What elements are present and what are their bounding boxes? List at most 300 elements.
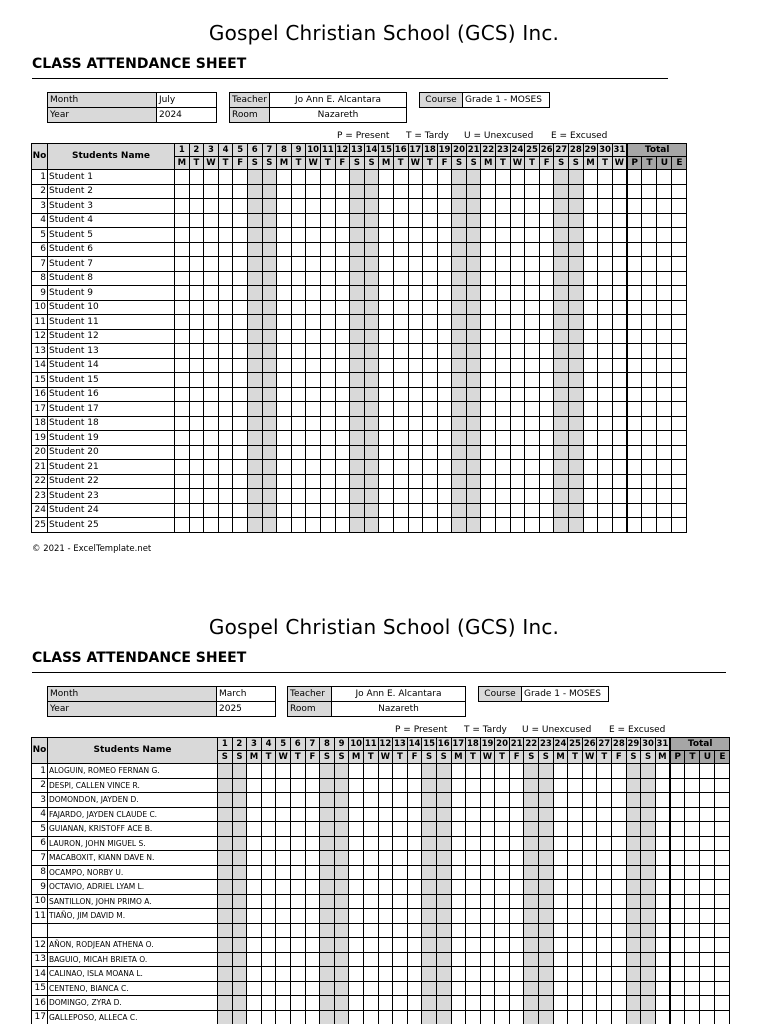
attendance-cell[interactable] <box>597 880 612 895</box>
attendance-cell[interactable] <box>378 807 393 822</box>
attendance-cell[interactable] <box>597 1010 612 1024</box>
attendance-cell[interactable] <box>553 967 568 982</box>
attendance-cell[interactable] <box>655 822 670 837</box>
attendance-cell[interactable] <box>568 952 583 967</box>
attendance-cell[interactable] <box>495 952 510 967</box>
attendance-cell[interactable] <box>509 793 524 808</box>
attendance-cell[interactable] <box>320 807 335 822</box>
attendance-cell[interactable] <box>466 822 481 837</box>
attendance-cell[interactable] <box>334 909 349 924</box>
attendance-cell[interactable] <box>320 865 335 880</box>
attendance-cell[interactable] <box>466 894 481 909</box>
attendance-cell[interactable] <box>407 981 422 996</box>
attendance-cell[interactable] <box>276 865 291 880</box>
attendance-cell[interactable] <box>393 851 408 866</box>
attendance-cell[interactable] <box>451 938 466 953</box>
attendance-cell[interactable] <box>466 938 481 953</box>
attendance-cell[interactable] <box>320 981 335 996</box>
attendance-cell[interactable] <box>612 778 627 793</box>
attendance-cell[interactable] <box>320 822 335 837</box>
attendance-cell[interactable] <box>305 894 320 909</box>
attendance-cell[interactable] <box>247 909 262 924</box>
attendance-cell[interactable] <box>597 851 612 866</box>
attendance-cell[interactable] <box>407 865 422 880</box>
attendance-cell[interactable] <box>363 822 378 837</box>
attendance-cell[interactable] <box>597 952 612 967</box>
attendance-cell[interactable] <box>626 807 641 822</box>
attendance-cell[interactable] <box>422 880 437 895</box>
attendance-cell[interactable] <box>495 981 510 996</box>
attendance-cell[interactable] <box>509 764 524 779</box>
attendance-cell[interactable] <box>422 778 437 793</box>
student-name[interactable]: AÑON, RODJEAN ATHENA O. <box>48 938 218 953</box>
attendance-cell[interactable] <box>363 778 378 793</box>
attendance-cell[interactable] <box>393 778 408 793</box>
attendance-cell[interactable] <box>363 938 378 953</box>
attendance-cell[interactable] <box>320 793 335 808</box>
attendance-cell[interactable] <box>451 909 466 924</box>
attendance-cell[interactable] <box>276 923 291 938</box>
attendance-cell[interactable] <box>524 836 539 851</box>
attendance-cell[interactable] <box>349 793 364 808</box>
attendance-cell[interactable] <box>349 822 364 837</box>
attendance-cell[interactable] <box>218 836 233 851</box>
attendance-cell[interactable] <box>363 880 378 895</box>
attendance-cell[interactable] <box>276 836 291 851</box>
attendance-cell[interactable] <box>626 967 641 982</box>
attendance-cell[interactable] <box>480 764 495 779</box>
attendance-cell[interactable] <box>218 880 233 895</box>
attendance-cell[interactable] <box>261 909 276 924</box>
attendance-cell[interactable] <box>568 836 583 851</box>
attendance-cell[interactable] <box>509 952 524 967</box>
attendance-cell[interactable] <box>378 822 393 837</box>
attendance-cell[interactable] <box>451 778 466 793</box>
attendance-cell[interactable] <box>495 967 510 982</box>
attendance-cell[interactable] <box>349 851 364 866</box>
attendance-cell[interactable] <box>247 851 262 866</box>
attendance-cell[interactable] <box>334 865 349 880</box>
attendance-cell[interactable] <box>334 923 349 938</box>
attendance-cell[interactable] <box>305 967 320 982</box>
attendance-cell[interactable] <box>218 851 233 866</box>
attendance-cell[interactable] <box>247 865 262 880</box>
attendance-cell[interactable] <box>539 807 554 822</box>
attendance-cell[interactable] <box>655 1010 670 1024</box>
attendance-cell[interactable] <box>436 909 451 924</box>
attendance-cell[interactable] <box>320 880 335 895</box>
attendance-cell[interactable] <box>305 851 320 866</box>
attendance-cell[interactable] <box>407 938 422 953</box>
attendance-cell[interactable] <box>422 1010 437 1024</box>
attendance-cell[interactable] <box>597 836 612 851</box>
attendance-cell[interactable] <box>466 1010 481 1024</box>
attendance-cell[interactable] <box>626 894 641 909</box>
attendance-cell[interactable] <box>232 851 247 866</box>
attendance-cell[interactable] <box>655 909 670 924</box>
attendance-cell[interactable] <box>480 938 495 953</box>
attendance-cell[interactable] <box>261 1010 276 1024</box>
attendance-cell[interactable] <box>451 1010 466 1024</box>
attendance-cell[interactable] <box>305 822 320 837</box>
attendance-cell[interactable] <box>655 923 670 938</box>
attendance-cell[interactable] <box>407 1010 422 1024</box>
attendance-cell[interactable] <box>247 1010 262 1024</box>
attendance-cell[interactable] <box>480 793 495 808</box>
attendance-cell[interactable] <box>466 996 481 1011</box>
attendance-cell[interactable] <box>407 967 422 982</box>
attendance-cell[interactable] <box>436 996 451 1011</box>
attendance-cell[interactable] <box>393 981 408 996</box>
attendance-cell[interactable] <box>553 807 568 822</box>
student-name[interactable]: Student 2 <box>48 184 175 199</box>
attendance-cell[interactable] <box>480 1010 495 1024</box>
attendance-cell[interactable] <box>582 967 597 982</box>
attendance-cell[interactable] <box>626 836 641 851</box>
attendance-cell[interactable] <box>495 764 510 779</box>
attendance-cell[interactable] <box>582 909 597 924</box>
attendance-cell[interactable] <box>232 778 247 793</box>
attendance-cell[interactable] <box>495 836 510 851</box>
attendance-cell[interactable] <box>539 778 554 793</box>
attendance-cell[interactable] <box>261 807 276 822</box>
attendance-cell[interactable] <box>378 909 393 924</box>
attendance-cell[interactable] <box>597 822 612 837</box>
attendance-cell[interactable] <box>451 952 466 967</box>
student-name[interactable]: GUIANAN, KRISTOFF ACE B. <box>48 822 218 837</box>
attendance-cell[interactable] <box>509 836 524 851</box>
student-name[interactable]: Student 19 <box>48 431 175 446</box>
attendance-cell[interactable] <box>495 807 510 822</box>
attendance-cell[interactable] <box>393 822 408 837</box>
attendance-cell[interactable] <box>305 1010 320 1024</box>
attendance-cell[interactable] <box>524 938 539 953</box>
attendance-cell[interactable] <box>422 764 437 779</box>
attendance-cell[interactable] <box>305 923 320 938</box>
attendance-cell[interactable] <box>247 967 262 982</box>
attendance-cell[interactable] <box>276 822 291 837</box>
student-name[interactable]: Student 1 <box>48 170 175 185</box>
attendance-cell[interactable] <box>276 996 291 1011</box>
attendance-cell[interactable] <box>349 967 364 982</box>
attendance-cell[interactable] <box>290 967 305 982</box>
student-name[interactable]: Student 8 <box>48 271 175 286</box>
attendance-cell[interactable] <box>539 836 554 851</box>
student-name[interactable]: Student 22 <box>48 474 175 489</box>
attendance-cell[interactable] <box>568 996 583 1011</box>
attendance-cell[interactable] <box>539 981 554 996</box>
attendance-cell[interactable] <box>451 894 466 909</box>
attendance-cell[interactable] <box>232 764 247 779</box>
attendance-cell[interactable] <box>495 1010 510 1024</box>
attendance-cell[interactable] <box>436 851 451 866</box>
attendance-cell[interactable] <box>232 894 247 909</box>
attendance-cell[interactable] <box>641 967 656 982</box>
attendance-cell[interactable] <box>641 880 656 895</box>
attendance-cell[interactable] <box>378 1010 393 1024</box>
attendance-cell[interactable] <box>407 923 422 938</box>
attendance-cell[interactable] <box>407 996 422 1011</box>
attendance-cell[interactable] <box>436 865 451 880</box>
attendance-cell[interactable] <box>247 938 262 953</box>
attendance-cell[interactable] <box>597 967 612 982</box>
attendance-cell[interactable] <box>626 778 641 793</box>
attendance-cell[interactable] <box>378 836 393 851</box>
attendance-cell[interactable] <box>422 865 437 880</box>
attendance-cell[interactable] <box>218 778 233 793</box>
attendance-cell[interactable] <box>261 981 276 996</box>
attendance-cell[interactable] <box>232 967 247 982</box>
attendance-cell[interactable] <box>582 764 597 779</box>
attendance-cell[interactable] <box>218 952 233 967</box>
student-name[interactable]: Student 3 <box>48 199 175 214</box>
attendance-cell[interactable] <box>218 923 233 938</box>
attendance-cell[interactable] <box>480 923 495 938</box>
attendance-cell[interactable] <box>524 822 539 837</box>
student-name[interactable]: Student 7 <box>48 257 175 272</box>
attendance-cell[interactable] <box>320 851 335 866</box>
attendance-cell[interactable] <box>480 851 495 866</box>
attendance-cell[interactable] <box>495 880 510 895</box>
attendance-cell[interactable] <box>422 967 437 982</box>
attendance-cell[interactable] <box>655 894 670 909</box>
attendance-cell[interactable] <box>509 996 524 1011</box>
attendance-cell[interactable] <box>363 923 378 938</box>
attendance-cell[interactable] <box>582 938 597 953</box>
attendance-cell[interactable] <box>655 880 670 895</box>
attendance-cell[interactable] <box>597 996 612 1011</box>
attendance-cell[interactable] <box>466 923 481 938</box>
student-name[interactable]: Student 16 <box>48 387 175 402</box>
attendance-cell[interactable] <box>524 851 539 866</box>
attendance-cell[interactable] <box>218 764 233 779</box>
attendance-cell[interactable] <box>582 865 597 880</box>
attendance-cell[interactable] <box>539 923 554 938</box>
attendance-cell[interactable] <box>422 909 437 924</box>
attendance-cell[interactable] <box>509 894 524 909</box>
attendance-cell[interactable] <box>539 909 554 924</box>
attendance-cell[interactable] <box>320 894 335 909</box>
student-name[interactable]: Student 5 <box>48 228 175 243</box>
attendance-cell[interactable] <box>407 822 422 837</box>
attendance-cell[interactable] <box>524 880 539 895</box>
attendance-cell[interactable] <box>436 880 451 895</box>
attendance-cell[interactable] <box>305 981 320 996</box>
attendance-cell[interactable] <box>407 880 422 895</box>
attendance-cell[interactable] <box>261 836 276 851</box>
attendance-cell[interactable] <box>334 981 349 996</box>
attendance-cell[interactable] <box>436 952 451 967</box>
attendance-cell[interactable] <box>393 793 408 808</box>
attendance-cell[interactable] <box>553 880 568 895</box>
attendance-cell[interactable] <box>378 981 393 996</box>
attendance-cell[interactable] <box>363 764 378 779</box>
attendance-cell[interactable] <box>582 923 597 938</box>
attendance-cell[interactable] <box>641 851 656 866</box>
attendance-cell[interactable] <box>495 923 510 938</box>
attendance-cell[interactable] <box>290 952 305 967</box>
attendance-cell[interactable] <box>378 778 393 793</box>
attendance-cell[interactable] <box>641 764 656 779</box>
attendance-cell[interactable] <box>612 909 627 924</box>
attendance-cell[interactable] <box>247 793 262 808</box>
attendance-cell[interactable] <box>232 880 247 895</box>
attendance-cell[interactable] <box>218 967 233 982</box>
attendance-cell[interactable] <box>655 967 670 982</box>
attendance-cell[interactable] <box>509 865 524 880</box>
attendance-cell[interactable] <box>582 851 597 866</box>
attendance-cell[interactable] <box>539 880 554 895</box>
student-name[interactable]: Student 4 <box>48 213 175 228</box>
attendance-cell[interactable] <box>509 981 524 996</box>
attendance-cell[interactable] <box>655 764 670 779</box>
attendance-cell[interactable] <box>655 981 670 996</box>
attendance-cell[interactable] <box>422 822 437 837</box>
attendance-cell[interactable] <box>451 793 466 808</box>
student-name[interactable]: Student 9 <box>48 286 175 301</box>
student-name[interactable]: Student 24 <box>48 503 175 518</box>
attendance-cell[interactable] <box>524 909 539 924</box>
attendance-cell[interactable] <box>655 778 670 793</box>
attendance-cell[interactable] <box>378 793 393 808</box>
attendance-cell[interactable] <box>524 894 539 909</box>
attendance-cell[interactable] <box>539 938 554 953</box>
attendance-cell[interactable] <box>290 923 305 938</box>
attendance-cell[interactable] <box>626 793 641 808</box>
attendance-cell[interactable] <box>539 851 554 866</box>
attendance-cell[interactable] <box>290 909 305 924</box>
attendance-cell[interactable] <box>232 996 247 1011</box>
attendance-cell[interactable] <box>363 793 378 808</box>
attendance-cell[interactable] <box>334 880 349 895</box>
attendance-cell[interactable] <box>524 778 539 793</box>
attendance-cell[interactable] <box>539 865 554 880</box>
attendance-cell[interactable] <box>495 822 510 837</box>
attendance-cell[interactable] <box>334 1010 349 1024</box>
attendance-cell[interactable] <box>553 996 568 1011</box>
attendance-cell[interactable] <box>261 938 276 953</box>
attendance-cell[interactable] <box>290 836 305 851</box>
attendance-cell[interactable] <box>218 996 233 1011</box>
attendance-cell[interactable] <box>597 778 612 793</box>
attendance-cell[interactable] <box>247 894 262 909</box>
attendance-cell[interactable] <box>568 793 583 808</box>
student-name[interactable]: OCTAVIO, ADRIEL LYAM L. <box>48 880 218 895</box>
attendance-cell[interactable] <box>539 1010 554 1024</box>
attendance-cell[interactable] <box>247 836 262 851</box>
attendance-cell[interactable] <box>568 967 583 982</box>
attendance-cell[interactable] <box>612 851 627 866</box>
student-name[interactable]: CALINAO, ISLA MOANA L. <box>48 967 218 982</box>
attendance-cell[interactable] <box>261 952 276 967</box>
attendance-cell[interactable] <box>407 909 422 924</box>
attendance-cell[interactable] <box>305 996 320 1011</box>
attendance-cell[interactable] <box>320 1010 335 1024</box>
attendance-cell[interactable] <box>320 996 335 1011</box>
attendance-cell[interactable] <box>451 865 466 880</box>
student-name[interactable]: Student 20 <box>48 445 175 460</box>
attendance-cell[interactable] <box>524 981 539 996</box>
attendance-cell[interactable] <box>305 938 320 953</box>
attendance-cell[interactable] <box>305 793 320 808</box>
attendance-cell[interactable] <box>495 851 510 866</box>
attendance-cell[interactable] <box>378 880 393 895</box>
attendance-cell[interactable] <box>363 981 378 996</box>
attendance-cell[interactable] <box>290 793 305 808</box>
attendance-cell[interactable] <box>305 807 320 822</box>
student-name[interactable]: LAURON, JOHN MIGUEL S. <box>48 836 218 851</box>
attendance-cell[interactable] <box>320 836 335 851</box>
attendance-cell[interactable] <box>539 764 554 779</box>
attendance-cell[interactable] <box>597 793 612 808</box>
attendance-cell[interactable] <box>524 807 539 822</box>
student-name[interactable]: Student 11 <box>48 315 175 330</box>
attendance-cell[interactable] <box>480 967 495 982</box>
attendance-cell[interactable] <box>349 923 364 938</box>
attendance-cell[interactable] <box>349 996 364 1011</box>
attendance-cell[interactable] <box>553 923 568 938</box>
attendance-cell[interactable] <box>568 822 583 837</box>
attendance-cell[interactable] <box>626 996 641 1011</box>
attendance-cell[interactable] <box>247 880 262 895</box>
attendance-cell[interactable] <box>626 981 641 996</box>
attendance-cell[interactable] <box>422 836 437 851</box>
attendance-cell[interactable] <box>524 1010 539 1024</box>
attendance-cell[interactable] <box>349 764 364 779</box>
attendance-cell[interactable] <box>393 952 408 967</box>
attendance-cell[interactable] <box>261 822 276 837</box>
attendance-cell[interactable] <box>553 822 568 837</box>
attendance-cell[interactable] <box>641 938 656 953</box>
attendance-cell[interactable] <box>553 865 568 880</box>
attendance-cell[interactable] <box>451 822 466 837</box>
attendance-cell[interactable] <box>641 1010 656 1024</box>
attendance-cell[interactable] <box>466 778 481 793</box>
attendance-cell[interactable] <box>466 836 481 851</box>
attendance-cell[interactable] <box>582 894 597 909</box>
attendance-cell[interactable] <box>582 880 597 895</box>
attendance-cell[interactable] <box>247 996 262 1011</box>
student-name[interactable]: TIAÑO, JIM DAVID M. <box>48 909 218 924</box>
attendance-cell[interactable] <box>553 851 568 866</box>
attendance-cell[interactable] <box>466 952 481 967</box>
attendance-cell[interactable] <box>232 1010 247 1024</box>
attendance-cell[interactable] <box>363 865 378 880</box>
attendance-cell[interactable] <box>232 938 247 953</box>
attendance-cell[interactable] <box>276 793 291 808</box>
attendance-cell[interactable] <box>276 938 291 953</box>
attendance-cell[interactable] <box>378 938 393 953</box>
attendance-cell[interactable] <box>363 967 378 982</box>
attendance-cell[interactable] <box>553 952 568 967</box>
attendance-cell[interactable] <box>378 894 393 909</box>
attendance-cell[interactable] <box>276 952 291 967</box>
student-name[interactable]: GALLEPOSO, ALLECA C. <box>48 1010 218 1024</box>
attendance-cell[interactable] <box>290 880 305 895</box>
attendance-cell[interactable] <box>626 851 641 866</box>
attendance-cell[interactable] <box>612 952 627 967</box>
attendance-cell[interactable] <box>334 793 349 808</box>
attendance-cell[interactable] <box>495 778 510 793</box>
attendance-cell[interactable] <box>422 894 437 909</box>
attendance-cell[interactable] <box>612 938 627 953</box>
attendance-cell[interactable] <box>320 778 335 793</box>
attendance-cell[interactable] <box>261 967 276 982</box>
attendance-cell[interactable] <box>612 807 627 822</box>
attendance-cell[interactable] <box>305 836 320 851</box>
attendance-cell[interactable] <box>641 952 656 967</box>
attendance-cell[interactable] <box>655 996 670 1011</box>
